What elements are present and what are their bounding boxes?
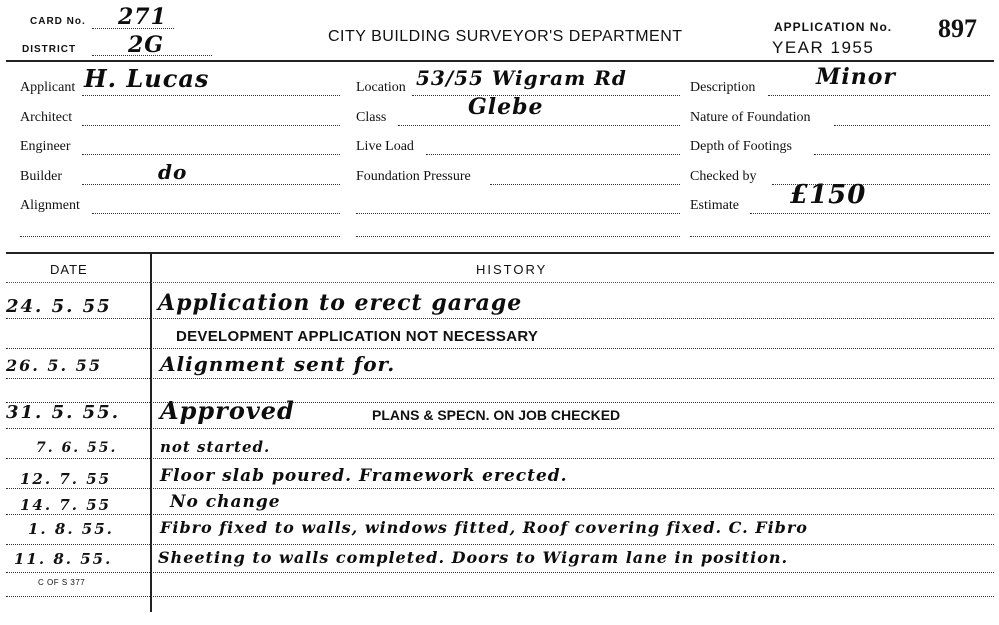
history-date: 14. 7. 55 <box>20 496 112 514</box>
description-label: Description <box>690 80 756 95</box>
history-date: 1. 8. 55. <box>28 520 114 538</box>
applicant-label: Applicant <box>20 80 76 95</box>
location-value: 53/55 Wigram Rd <box>416 66 627 90</box>
estimate-label: Estimate <box>690 198 739 213</box>
history-entry: Fibro fixed to walls, windows fitted, Roof covering fixed. C. Fibro <box>160 518 808 537</box>
alignment-label: Alignment <box>20 198 80 213</box>
card-no-label: CARD No. <box>30 16 86 27</box>
plans-checked-stamp: PLANS & SPECN. ON JOB CHECKED <box>372 407 621 423</box>
history-date: 24. 5. 55 <box>6 296 112 317</box>
history-date: 12. 7. 55 <box>20 470 112 488</box>
history-entry: not started. <box>160 438 271 456</box>
form-code: C OF S 377 <box>38 578 86 587</box>
district-label: DISTRICT <box>22 44 77 55</box>
history-entry: Floor slab poured. Framework erected. <box>160 466 568 486</box>
date-header: DATE <box>50 262 88 277</box>
description-value: Minor <box>816 64 896 90</box>
class-value: Glebe <box>468 94 544 120</box>
checked-by-label: Checked by <box>690 169 757 184</box>
year-label: YEAR 1955 <box>772 38 875 57</box>
history-top-rule <box>6 252 994 254</box>
history-header: HISTORY <box>476 262 548 277</box>
development-stamp: DEVELOPMENT APPLICATION NOT NECESSARY <box>176 328 539 345</box>
history-column-divider <box>150 254 152 612</box>
history-date: 26. 5. 55 <box>6 356 102 375</box>
history-date: 31. 5. 55. <box>6 402 120 423</box>
header-rule <box>6 60 994 62</box>
history-entry: Alignment sent for. <box>160 352 396 376</box>
district-value: 2G <box>128 32 165 58</box>
history-date: 11. 8. 55. <box>14 550 113 568</box>
builder-value: do <box>158 160 188 184</box>
builder-label: Builder <box>20 169 62 184</box>
architect-label: Architect <box>20 110 73 125</box>
foundation-pressure-label: Foundation Pressure <box>356 169 471 184</box>
application-no-label: APPLICATION No. <box>774 20 893 34</box>
live-load-label: Live Load <box>356 139 414 154</box>
estimate-value: £150 <box>790 180 867 210</box>
location-label: Location <box>356 80 406 95</box>
history-entry: Sheeting to walls completed. Doors to Wigram lane in position. <box>158 548 789 567</box>
department-title: CITY BUILDING SURVEYOR'S DEPARTMENT <box>328 28 683 45</box>
history-entry: No change <box>170 492 281 512</box>
history-date: 7. 6. 55. <box>36 440 118 456</box>
depth-of-footings-label: Depth of Footings <box>690 139 792 154</box>
engineer-label: Engineer <box>20 139 71 154</box>
history-entry: Application to erect garage <box>158 290 523 316</box>
applicant-value: H. Lucas <box>84 64 210 93</box>
history-entry: Approved <box>160 396 295 425</box>
application-no-value: 897 <box>938 14 977 43</box>
card-no-value: 271 <box>118 4 167 30</box>
class-label: Class <box>356 110 387 125</box>
nature-of-foundation-label: Nature of Foundation <box>690 110 811 125</box>
